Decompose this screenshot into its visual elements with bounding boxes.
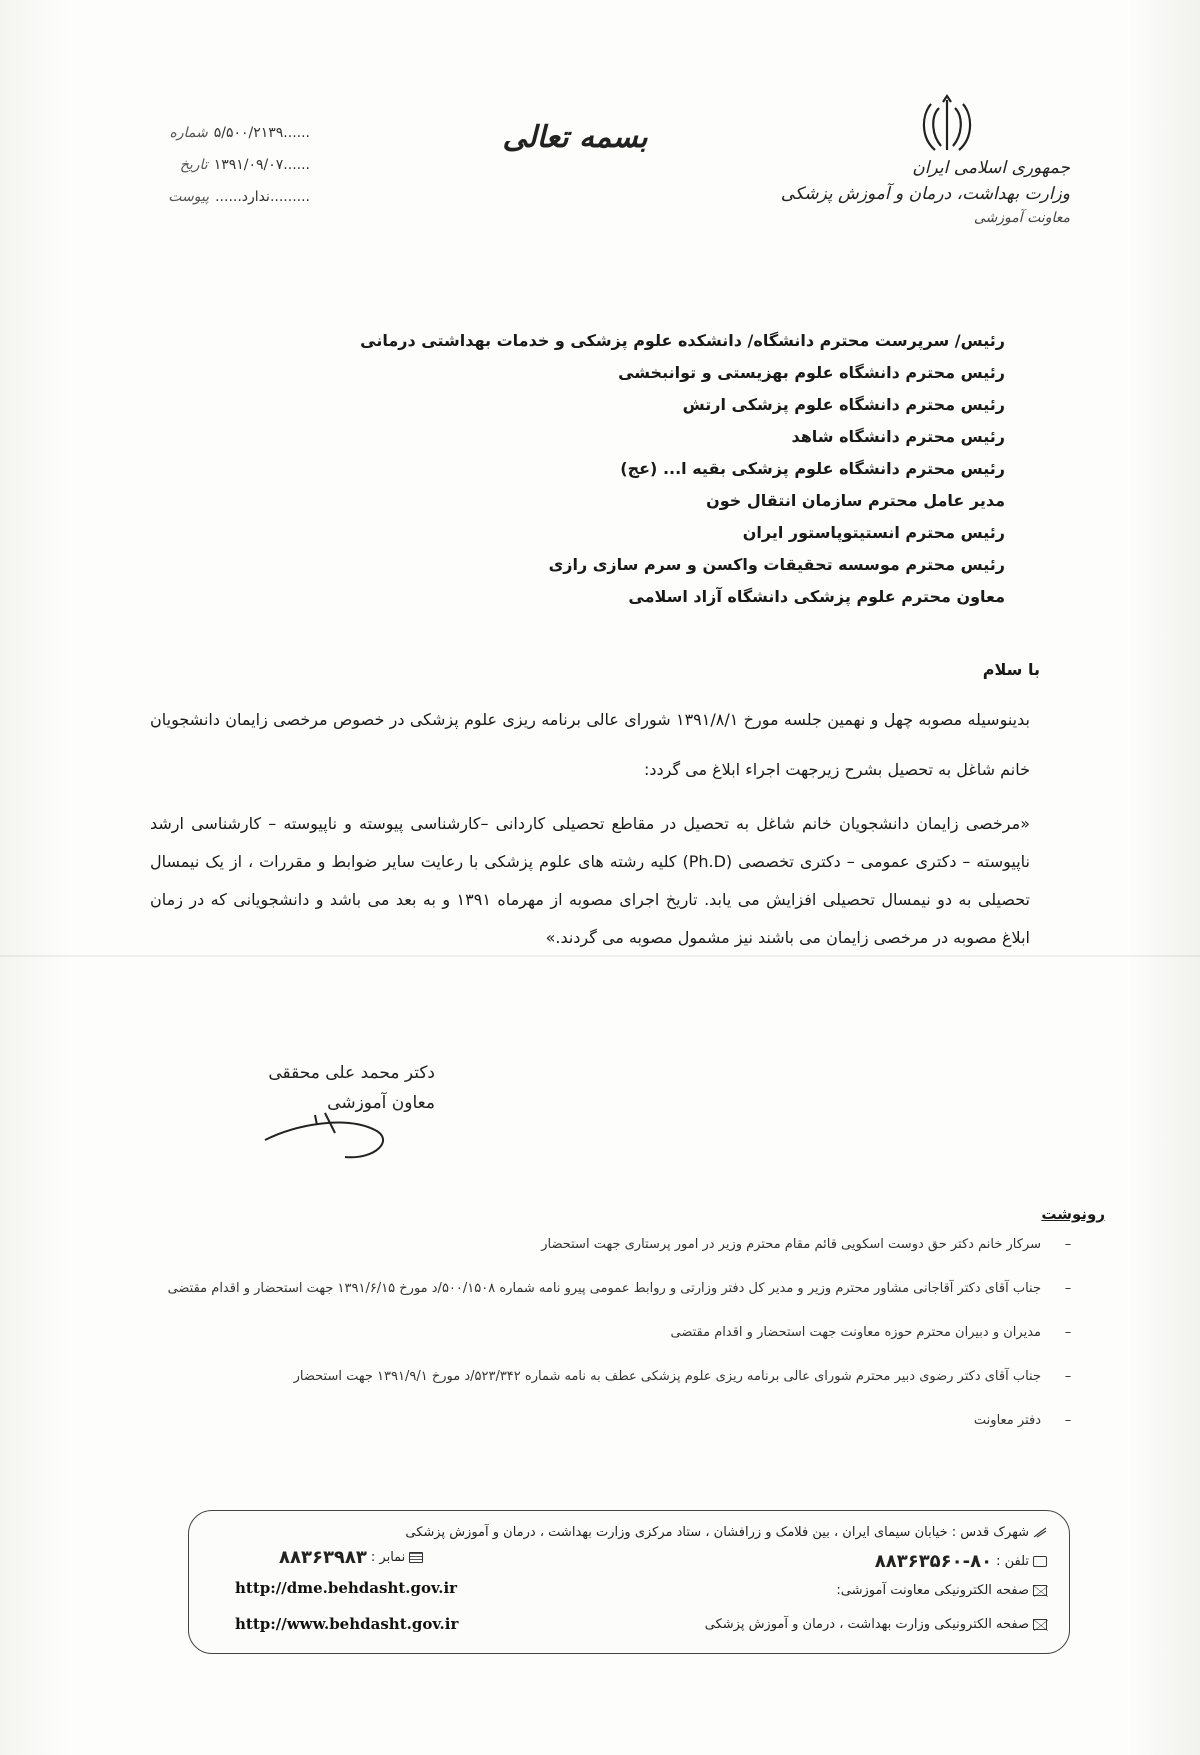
list-item: [150, 1408, 1075, 1434]
deputy-website-link[interactable]: http://dme.behdasht.gov.ir: [235, 1579, 458, 1597]
footer-address-row: [405, 1525, 1047, 1540]
footer-fax-row: [279, 1547, 423, 1568]
copy-text: سرکار خانم دکتر حق دوست اسکویی قائم مقام محترم وزیر در امور پرستاری جهت استحضار: [541, 1237, 1041, 1252]
footer-phone-row: [875, 1551, 1047, 1572]
fax-label: نمابر :: [370, 1550, 406, 1565]
recipient-line: رئیس محترم دانشگاه علوم پزشکی ارتش: [682, 395, 1005, 414]
copy-text: جناب آقای دکتر آقاجانی مشاور محترم وزیر و مدیر کل دفتر وزارتی و روابط عمومی پیرو نامه شماره ۵۰۰/۱۵۰۸/د مورخ ۱۳۹۱/۶/۱۵ جهت استحضار و اقدام مقتضی: [167, 1281, 1041, 1296]
copy-text: دفتر معاونت: [973, 1413, 1041, 1428]
recipient-list: [305, 325, 1005, 613]
country-name: جمهوری اسلامی ایران: [912, 158, 1070, 178]
footer-site1-row: [836, 1583, 1047, 1598]
list-item: [150, 1276, 1075, 1302]
attachment-label: پیوست: [168, 189, 210, 205]
letter-date-row: [130, 157, 310, 173]
letter-attachment-row: [130, 189, 310, 205]
bullet-dash: –: [1064, 1369, 1072, 1384]
fax-icon: [409, 1552, 423, 1563]
bullet-dash: –: [1064, 1281, 1072, 1296]
copy-text: مدیران و دبیران محترم حوزه معاونت جهت استحضار و اقدام مقتضی: [670, 1325, 1041, 1340]
recipient-line: مدیر عامل محترم سازمان انتقال خون: [706, 491, 1005, 510]
letter-meta: [130, 125, 310, 221]
copies-heading: رونوشت: [1041, 1205, 1105, 1223]
recipient-line: رئیس محترم دانشگاه شاهد: [791, 427, 1005, 446]
footer-contact-box: [188, 1510, 1070, 1654]
recipient-line: معاون محترم علوم پزشکی دانشگاه آزاد اسلامی: [628, 587, 1005, 606]
phone-value: ۸۸۳۶۳۵۶۰-۸۰: [874, 1551, 993, 1572]
site2-label: صفحه الکترونیکی وزارت بهداشت ، درمان و آموزش پزشکی: [704, 1617, 1029, 1632]
recipient-line: رئیس محترم موسسه تحقیقات واکسن و سرم سازی رازی: [548, 555, 1005, 574]
mail-icon: [1033, 1619, 1047, 1630]
ministry-header: [780, 158, 1070, 232]
copy-text: جناب آقای دکتر رضوی دبیر محترم شورای عالی برنامه ریزی علوم پزشکی عطف به نامه شماره ۵۲۳/۳۴۲/د مورخ ۱۳۹۱/۹/۱ جهت استحضار: [293, 1369, 1041, 1384]
recipient-line: رئیس محترم انستیتوپاستور ایران: [742, 523, 1005, 542]
recipient-line: رئیس محترم دانشگاه علوم پزشکی بقیه ا... (عج): [620, 459, 1005, 478]
list-item: [150, 1320, 1075, 1346]
signer-name: دکتر محمد علی محققی: [268, 1063, 435, 1083]
recipient-line: رئیس/ سرپرست محترم دانشگاه/ دانشکده علوم پزشکی و خدمات بهداشتی درمانی: [360, 331, 1005, 350]
footer-site2-row: [705, 1617, 1047, 1632]
date-label: تاریخ: [179, 157, 208, 173]
footer-address: شهرک قدس : خیابان سیمای ایران ، بین فلامک و زرافشان ، ستاد مرکزی وزارت بهداشت ، درمان و آموزش پزشکی: [405, 1525, 1029, 1540]
ministry-name: وزارت بهداشت، درمان و آموزش پزشکی: [780, 184, 1070, 204]
attachment-value: ......ندارد.........: [215, 189, 310, 205]
signer-title: معاون آموزشی: [327, 1093, 435, 1113]
site1-label: صفحه الکترونیکی معاونت آموزشی:: [836, 1583, 1029, 1598]
number-value: ۵/۵۰۰/۲۱۳۹......: [213, 125, 310, 141]
fax-value: ۸۸۳۶۳۹۸۳: [279, 1547, 367, 1568]
list-item: [150, 1364, 1075, 1390]
bullet-dash: –: [1064, 1237, 1072, 1252]
handwritten-signature: [255, 1085, 405, 1185]
resolution-quote: «مرخصی زایمان دانشجویان خانم شاغل به تحصیل در مقاطع تحصیلی کاردانی –کارشناسی پیوسته و ناپیوسته – کارشناسی ارشد ناپیوسته – دکتری عمومی – دکتری تخصصی (Ph.D) کلیه رشته های علوم پزشکی با رعایت سایر ضوابط و مقررات ، از یک نیمسال تحصیلی به دو نیمسال تحصیلی افزایش می یابد. تاریخ اجرای مصوبه از مهرماه ۱۳۹۱ و به بعد می باشد و دانشجویانی که در زمان ابلاغ مصوبه در مرخصی زایمان می باشند نیز مشمول مصوبه می گردند.»: [150, 814, 1030, 947]
salutation: با سلام: [982, 660, 1040, 679]
phone-label: تلفن :: [996, 1554, 1029, 1569]
letter-number-row: [130, 125, 310, 141]
location-icon: [1033, 1527, 1047, 1538]
copies-list: [150, 1232, 1075, 1452]
iran-emblem-icon: [917, 94, 977, 156]
basmala-heading: بسمه تعالی: [502, 120, 648, 155]
phone-icon: [1033, 1556, 1047, 1567]
number-label: شماره: [169, 125, 208, 141]
bullet-dash: –: [1064, 1325, 1072, 1340]
intro-paragraph: بدینوسیله مصوبه چهل و نهمین جلسه مورخ ۱۳۹۱/۸/۱ شورای عالی برنامه ریزی علوم پزشکی در خصوص مرخصی زایمان دانشجویان خانم شاغل به تحصیل بشرح زیرجهت اجراء ابلاغ می گردد:: [150, 710, 1030, 779]
list-item: [150, 1232, 1075, 1258]
date-value: ۱۳۹۱/۰۹/۰۷......: [213, 157, 310, 173]
deputy-name: معاونت آموزشی: [973, 210, 1070, 226]
bullet-dash: –: [1064, 1413, 1072, 1428]
recipient-line: رئیس محترم دانشگاه علوم بهزیستی و توانبخشی: [618, 363, 1005, 382]
mail-icon: [1033, 1585, 1047, 1596]
ministry-website-link[interactable]: http://www.behdasht.gov.ir: [235, 1615, 459, 1633]
